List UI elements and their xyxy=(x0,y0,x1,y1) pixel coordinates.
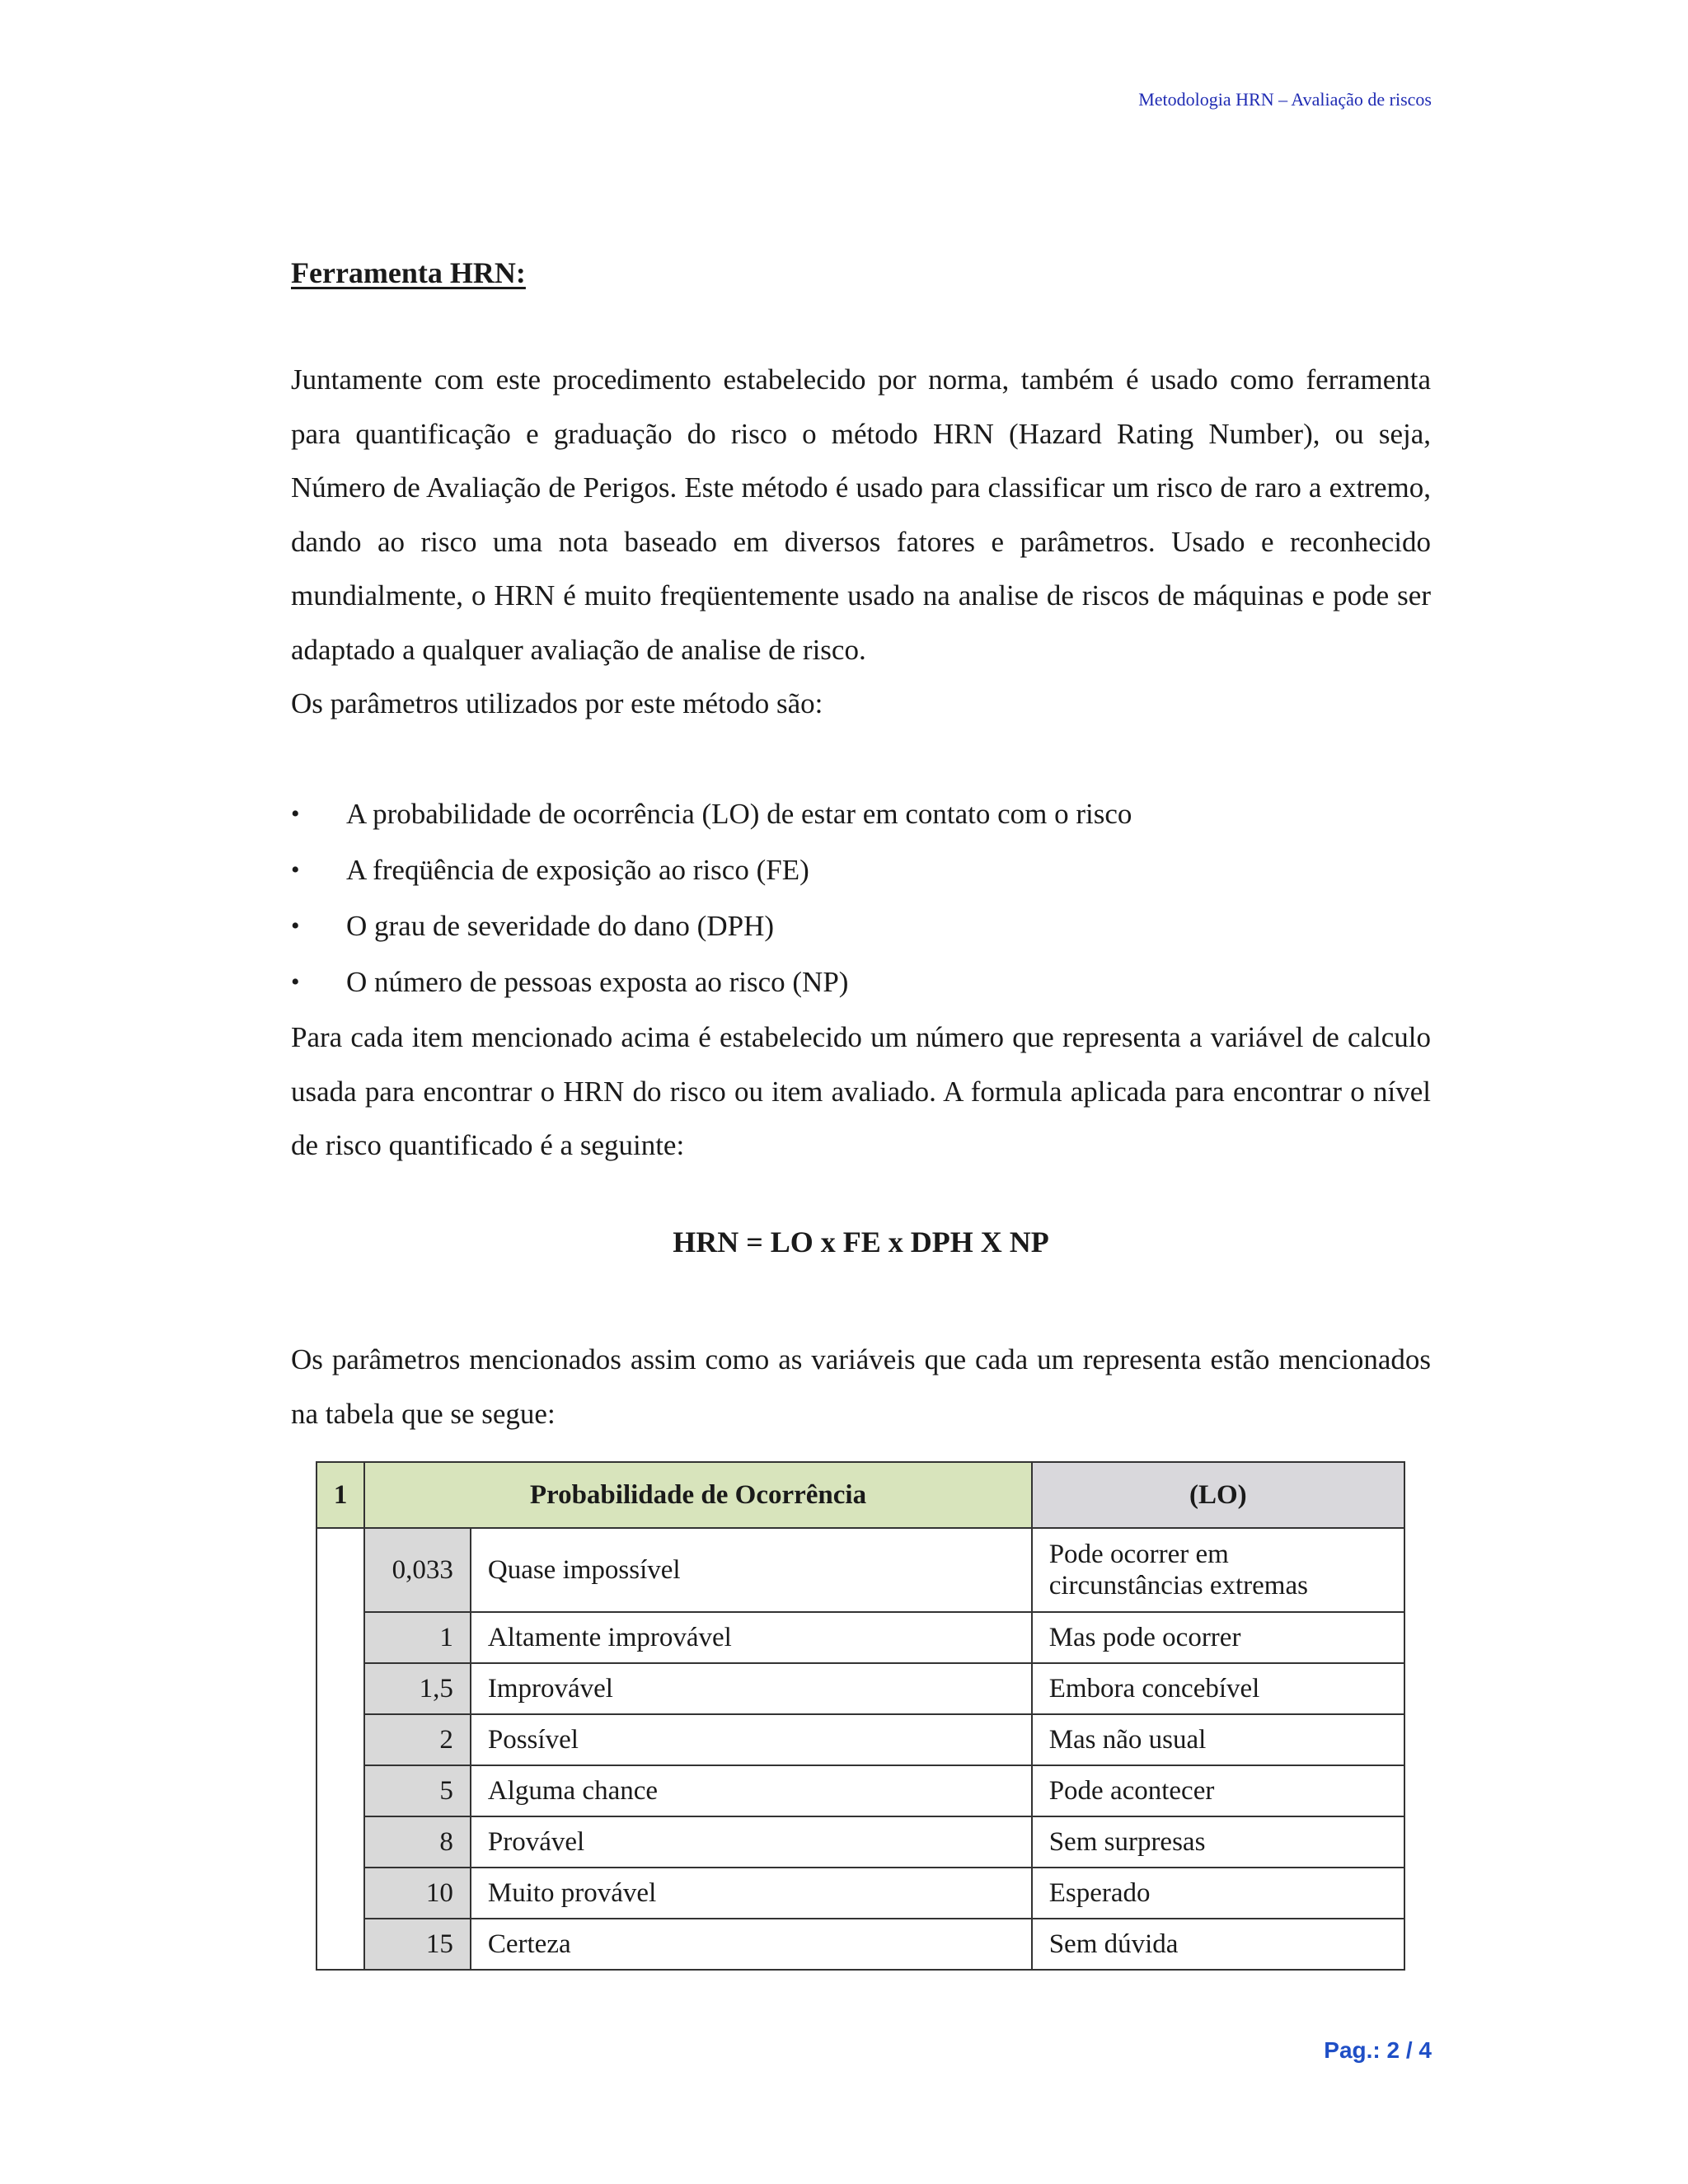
table-header-row xyxy=(316,1462,1404,1528)
table-label-cell: Quase impossível xyxy=(471,1528,1032,1612)
list-item-text: A freqüência de exposição ao risco (FE) xyxy=(346,854,809,886)
list-item xyxy=(291,898,1431,954)
table-note-cell: Esperado xyxy=(1032,1868,1404,1919)
table-value-cell: 8 xyxy=(364,1816,471,1868)
table-note-cell: Sem dúvida xyxy=(1032,1919,1404,1970)
table-note-cell: Embora concebível xyxy=(1032,1663,1404,1714)
intro-paragraph: Juntamente com este procedimento estabelecido por norma, também é usado como ferramenta para quantificação e graduação do risco o método HRN (Hazard Rating Number), ou seja, Número de Avaliação de Perigos. Este método é usado para classificar um risco de raro a extremo, dando ao risco uma nota baseado em diversos fatores e parâmetros. Usado e reconhecido mundialmente, o HRN é muito freqüentemente usado na analise de riscos de máquinas e pode ser adaptado a qualquer avaliação de analise de risco. xyxy=(291,363,1431,666)
table-row xyxy=(316,1612,1404,1663)
list-item xyxy=(291,954,1431,1010)
table-value-cell: 0,033 xyxy=(364,1528,471,1612)
bullet-icon: • xyxy=(291,912,300,940)
parameters-lead-in: Os parâmetros utilizados por este método são: xyxy=(291,687,823,719)
running-header: Metodologia HRN – Avaliação de riscos xyxy=(1138,89,1432,110)
table-label-cell: Provável xyxy=(471,1816,1032,1868)
table-note-cell: Pode acontecer xyxy=(1032,1765,1404,1816)
table-intro-paragraph: Os parâmetros mencionados assim como as variáveis que cada um representa estão mencionados na tabela que se segue: xyxy=(291,1343,1431,1430)
bullet-icon: • xyxy=(291,800,300,827)
table-row xyxy=(316,1663,1404,1714)
table-row xyxy=(316,1765,1404,1816)
table-value-cell: 2 xyxy=(364,1714,471,1765)
table-value-cell: 10 xyxy=(364,1868,471,1919)
page-number: Pag.: 2 / 4 xyxy=(1324,2037,1432,2063)
table-label-cell: Altamente improvável xyxy=(471,1612,1032,1663)
table-side-cell xyxy=(316,1528,364,1970)
table-note-cell: Mas pode ocorrer xyxy=(1032,1612,1404,1663)
table-label-cell: Muito provável xyxy=(471,1868,1032,1919)
table-row xyxy=(316,1528,1404,1612)
list-item-text: A probabilidade de ocorrência (LO) de estar em contato com o risco xyxy=(346,798,1132,830)
table-index-cell: 1 xyxy=(316,1462,364,1528)
table-note-cell: Pode ocorrer em circunstâncias extremas xyxy=(1032,1528,1404,1612)
list-item-text: O grau de severidade do dano (DPH) xyxy=(346,910,775,942)
table-value-cell: 1 xyxy=(364,1612,471,1663)
table-note-cell: Mas não usual xyxy=(1032,1714,1404,1765)
table-row xyxy=(316,1816,1404,1868)
table-value-cell: 1,5 xyxy=(364,1663,471,1714)
list-item xyxy=(291,786,1431,842)
list-item-text: O número de pessoas exposta ao risco (NP) xyxy=(346,966,849,998)
table-label-cell: Alguma chance xyxy=(471,1765,1032,1816)
list-item xyxy=(291,842,1431,898)
table-code-cell: (LO) xyxy=(1032,1462,1404,1528)
table-title-cell: Probabilidade de Ocorrência xyxy=(364,1462,1031,1528)
table-note-cell: Sem surpresas xyxy=(1032,1816,1404,1868)
bullet-icon: • xyxy=(291,968,300,996)
bullet-icon: • xyxy=(291,856,300,883)
table-label-cell: Possível xyxy=(471,1714,1032,1765)
table-row xyxy=(316,1868,1404,1919)
section-title: Ferramenta HRN: xyxy=(291,256,526,289)
table-value-cell: 15 xyxy=(364,1919,471,1970)
table-row xyxy=(316,1714,1404,1765)
formula-intro-paragraph: Para cada item mencionado acima é estabelecido um número que representa a variável de calculo usada para encontrar o HRN do risco ou item avaliado. A formula aplicada para encontrar o nível de risco quantificado é a seguinte: xyxy=(291,1021,1431,1161)
probability-table xyxy=(316,1461,1405,1971)
intro-block xyxy=(291,353,1431,731)
table-label-cell: Certeza xyxy=(471,1919,1032,1970)
hrn-formula: HRN = LO x FE x DPH X NP xyxy=(673,1226,1049,1258)
parameter-list xyxy=(291,786,1431,1010)
table-value-cell: 5 xyxy=(364,1765,471,1816)
table-label-cell: Improvável xyxy=(471,1663,1032,1714)
table-row xyxy=(316,1919,1404,1970)
